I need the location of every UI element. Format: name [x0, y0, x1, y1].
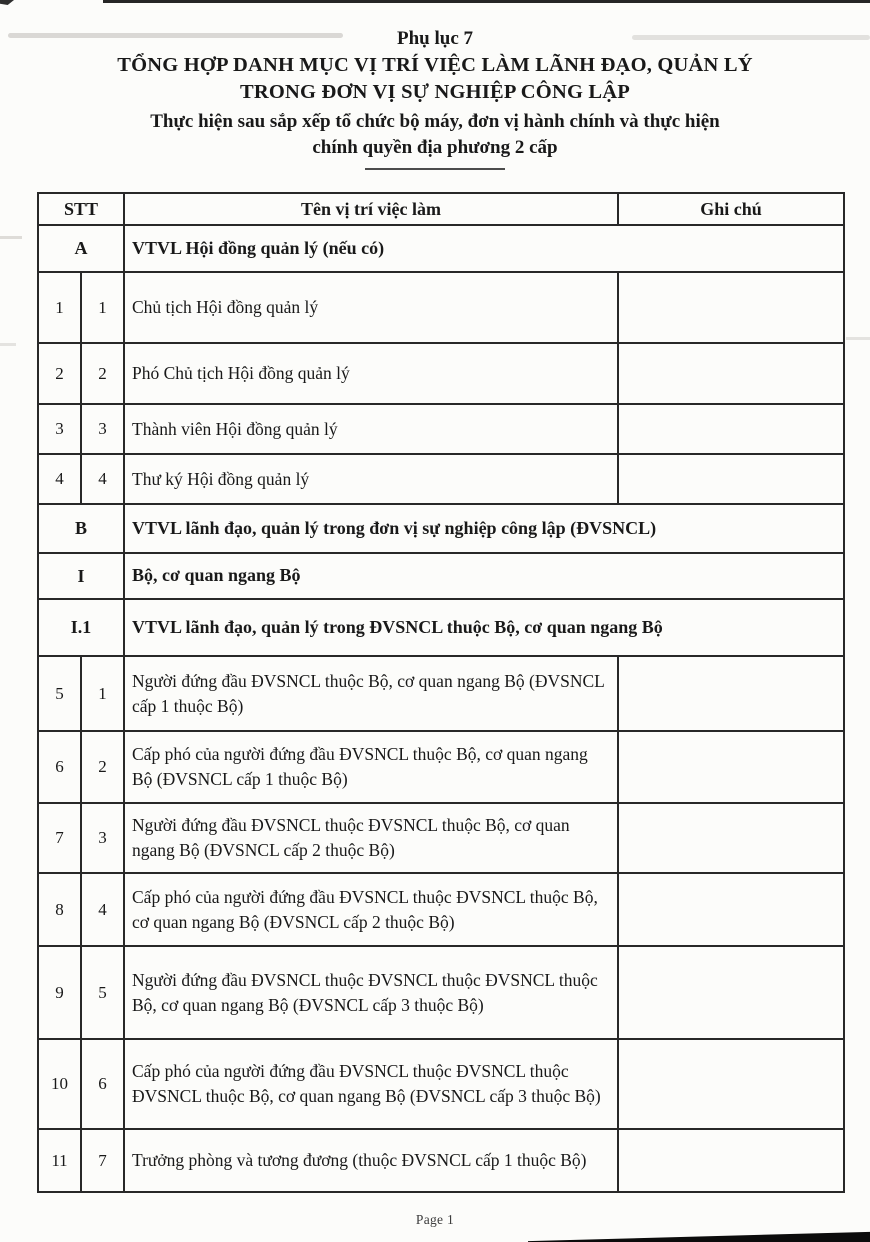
item-number: 5 [38, 656, 81, 731]
document-header [0, 28, 870, 170]
section-letter: A [38, 225, 124, 272]
document-subtitle-line-1: Thực hiện sau sắp xếp tổ chức bộ máy, đơn vị hành chính và thực hiện [150, 111, 720, 132]
item-sub-number: 4 [81, 873, 124, 946]
item-number: 10 [38, 1039, 81, 1129]
item-row [38, 1039, 844, 1129]
section-title: VTVL lãnh đạo, quản lý trong ĐVSNCL thuộc Bộ, cơ quan ngang Bộ [124, 599, 844, 656]
item-sub-number: 3 [81, 404, 124, 454]
item-row [38, 1129, 844, 1192]
item-number: 6 [38, 731, 81, 803]
item-position-name: Người đứng đầu ĐVSNCL thuộc Bộ, cơ quan ngang Bộ (ĐVSNCL cấp 1 thuộc Bộ) [124, 656, 618, 731]
item-sub-number: 7 [81, 1129, 124, 1192]
document-title-line-2: TRONG ĐƠN VỊ SỰ NGHIỆP CÔNG LẬP [239, 81, 631, 103]
item-note [618, 873, 844, 946]
item-note [618, 454, 844, 504]
item-row [38, 454, 844, 504]
column-header-name: Tên vị trí việc làm [124, 193, 618, 225]
section-title: Bộ, cơ quan ngang Bộ [124, 553, 844, 599]
item-sub-number: 2 [81, 343, 124, 404]
item-sub-number: 4 [81, 454, 124, 504]
section-row-b [38, 504, 844, 553]
item-number: 11 [38, 1129, 81, 1192]
item-position-name: Cấp phó của người đứng đầu ĐVSNCL thuộc Bộ, cơ quan ngang Bộ (ĐVSNCL cấp 1 thuộc Bộ) [124, 731, 618, 803]
section-letter: I [38, 553, 124, 599]
item-note [618, 1039, 844, 1129]
item-sub-number: 1 [81, 272, 124, 343]
column-header-note: Ghi chú [618, 193, 844, 225]
item-note [618, 731, 844, 803]
item-position-name: Người đứng đầu ĐVSNCL thuộc ĐVSNCL thuộc Bộ, cơ quan ngang Bộ (ĐVSNCL cấp 2 thuộc Bộ) [124, 803, 618, 873]
appendix-label: Phụ lục 7 [396, 28, 474, 49]
item-note [618, 1129, 844, 1192]
scan-artifact-left-dash [0, 236, 22, 239]
section-title: VTVL Hội đồng quản lý (nếu có) [124, 225, 844, 272]
section-row-a [38, 225, 844, 272]
item-note [618, 343, 844, 404]
item-number: 7 [38, 803, 81, 873]
item-position-name: Người đứng đầu ĐVSNCL thuộc ĐVSNCL thuộc ĐVSNCL thuộc Bộ, cơ quan ngang Bộ (ĐVSNCL cấp 3 thuộc Bộ) [124, 946, 618, 1039]
title-separator-rule [365, 168, 505, 170]
section-letter: B [38, 504, 124, 553]
item-sub-number: 1 [81, 656, 124, 731]
item-position-name: Chủ tịch Hội đồng quản lý [124, 272, 618, 343]
item-sub-number: 2 [81, 731, 124, 803]
item-row [38, 873, 844, 946]
item-note [618, 803, 844, 873]
item-number: 2 [38, 343, 81, 404]
item-number: 3 [38, 404, 81, 454]
section-row-i1 [38, 599, 844, 656]
column-header-stt: STT [38, 193, 124, 225]
item-position-name: Thành viên Hội đồng quản lý [124, 404, 618, 454]
item-position-name: Phó Chủ tịch Hội đồng quản lý [124, 343, 618, 404]
item-row [38, 656, 844, 731]
item-note [618, 272, 844, 343]
section-row-i [38, 553, 844, 599]
item-row [38, 343, 844, 404]
document-subtitle-line-2: chính quyền địa phương 2 cấp [312, 137, 558, 158]
scan-artifact-bottom-right-wedge [528, 1231, 870, 1242]
scan-artifact-left-dash [0, 343, 16, 346]
item-sub-number: 3 [81, 803, 124, 873]
scan-artifact-top-left-corner [0, 0, 14, 5]
job-positions-table [37, 192, 845, 1193]
section-letter: I.1 [38, 599, 124, 656]
scan-artifact-top-edge-line [103, 0, 870, 3]
item-row [38, 803, 844, 873]
item-position-name: Cấp phó của người đứng đầu ĐVSNCL thuộc ĐVSNCL thuộc ĐVSNCL thuộc Bộ, cơ quan ngang Bộ (ĐVSNCL cấp 3 thuộc Bộ) [124, 1039, 618, 1129]
item-note [618, 946, 844, 1039]
item-number: 4 [38, 454, 81, 504]
section-title: VTVL lãnh đạo, quản lý trong đơn vị sự nghiệp công lập (ĐVSNCL) [124, 504, 844, 553]
item-number: 8 [38, 873, 81, 946]
table-header-row [38, 193, 844, 225]
item-position-name: Cấp phó của người đứng đầu ĐVSNCL thuộc ĐVSNCL thuộc Bộ, cơ quan ngang Bộ (ĐVSNCL cấp 2 thuộc Bộ) [124, 873, 618, 946]
item-position-name: Trưởng phòng và tương đương (thuộc ĐVSNCL cấp 1 thuộc Bộ) [124, 1129, 618, 1192]
item-row [38, 272, 844, 343]
item-position-name: Thư ký Hội đồng quản lý [124, 454, 618, 504]
item-note [618, 404, 844, 454]
item-row [38, 731, 844, 803]
page-number-footer: Page 1 [415, 1212, 455, 1227]
item-number: 1 [38, 272, 81, 343]
item-sub-number: 5 [81, 946, 124, 1039]
scan-artifact-right-dash [846, 337, 870, 340]
item-number: 9 [38, 946, 81, 1039]
document-title-line-1: TỔNG HỢP DANH MỤC VỊ TRÍ VIỆC LÀM LÃNH ĐẠO, QUẢN LÝ [117, 54, 753, 76]
item-row [38, 946, 844, 1039]
item-row [38, 404, 844, 454]
item-sub-number: 6 [81, 1039, 124, 1129]
item-note [618, 656, 844, 731]
